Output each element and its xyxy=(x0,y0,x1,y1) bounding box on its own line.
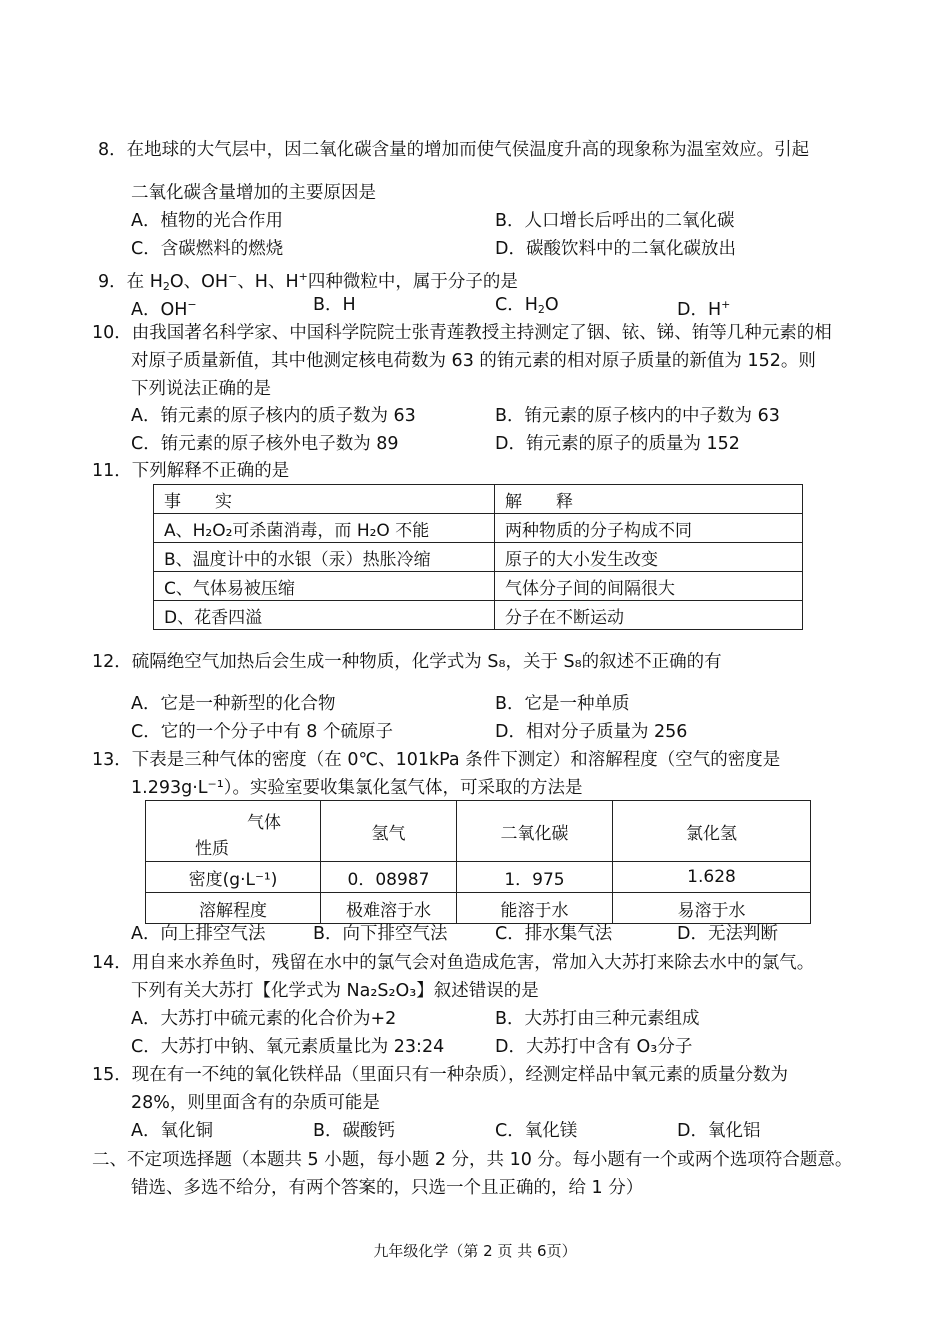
option-c: C．排水集气法 xyxy=(495,924,613,944)
option-text: D．H xyxy=(677,300,722,320)
question-12 xyxy=(92,651,872,673)
question-number: 10． xyxy=(92,323,132,343)
question-number: 14． xyxy=(92,953,132,973)
question-8-stem-cont: 二氧化碳含量增加的主要原因是 xyxy=(131,183,376,203)
option-a: A．氧化铜 xyxy=(131,1121,213,1141)
explain-cell: 分子在不断运动 xyxy=(495,601,803,630)
page-footer: 九年级化学（第 2 页 共 6页） xyxy=(373,1242,577,1260)
option-b: B．人口增长后呼出的二氧化碳 xyxy=(495,211,735,231)
question-11 xyxy=(92,460,872,482)
option-a: A．大苏打中硫元素的化合价为+2 xyxy=(131,1009,397,1029)
table-row xyxy=(146,893,811,924)
corner-top-label: 气体 xyxy=(247,813,281,833)
data-cell: 易溶于水 xyxy=(613,893,811,924)
question-stem: 下表是三种气体的密度（在 0℃、101kPa 条件下测定）和溶解程度（空气的密度是 xyxy=(131,750,781,770)
stem-part: 四种微粒中，属于分子的是 xyxy=(307,272,518,292)
option-b: B．大苏打由三种元素组成 xyxy=(495,1009,700,1029)
option-d: D．碳酸饮料中的二氧化碳放出 xyxy=(495,239,736,259)
option-a: A．植物的光合作用 xyxy=(131,211,283,231)
option-a xyxy=(131,294,197,321)
option-d: D．相对分子质量为 256 xyxy=(495,722,688,742)
superscript: − xyxy=(228,270,238,283)
question-10 xyxy=(92,322,872,344)
option-c: C．大苏打中钠、氧元素质量比为 23:24 xyxy=(131,1037,445,1057)
option-a: A．向上排空气法 xyxy=(131,924,266,944)
question-stem: 用自来水养鱼时，残留在水中的氯气会对鱼造成危害，常加入大苏打来除去水中的氯气。 xyxy=(131,953,815,973)
option-d: D．大苏打中含有 O₃分子 xyxy=(495,1037,693,1057)
subscript: 2 xyxy=(162,280,170,293)
data-cell: 1．975 xyxy=(457,862,613,893)
question-stem: 由我国著名科学家、中国科学院院士张青莲教授主持测定了铟、铱、锑、铕等几种元素的相 xyxy=(131,323,832,343)
explain-cell: 气体分子间的间隔很大 xyxy=(495,572,803,601)
question-8 xyxy=(92,139,872,161)
option-c: C．氧化镁 xyxy=(495,1121,578,1141)
option-text: A．OH xyxy=(131,300,188,320)
header-explain: 解 释 xyxy=(495,485,803,514)
option-c: C．铕元素的原子核外电子数为 89 xyxy=(131,434,399,454)
stem-part: 、H、H xyxy=(237,272,299,292)
question-number: 13． xyxy=(92,750,132,770)
fact-cell: B、温度计中的水银（汞）热胀冷缩 xyxy=(154,543,495,572)
option-d: D．无法判断 xyxy=(677,924,778,944)
question-number: 9． xyxy=(98,272,127,292)
table-row xyxy=(146,862,811,893)
explain-cell: 原子的大小发生改变 xyxy=(495,543,803,572)
header-cell: 氯化氢 xyxy=(613,801,811,862)
superscript: − xyxy=(187,298,197,311)
question-10-stem-cont: 下列说法正确的是 xyxy=(131,379,271,399)
header-fact: 事 实 xyxy=(154,485,495,514)
option-b: B．碳酸钙 xyxy=(313,1121,396,1141)
question-number: 15． xyxy=(92,1065,132,1085)
corner-bottom-label: 性质 xyxy=(195,839,229,859)
option-d: D．铕元素的原子的质量为 152 xyxy=(495,434,740,454)
superscript: + xyxy=(721,298,731,311)
subscript: 2 xyxy=(537,303,545,316)
data-cell: 1.628 xyxy=(613,862,811,893)
stem-part: 在 H xyxy=(126,272,163,292)
table-header-row xyxy=(154,485,803,514)
question-number: 8． xyxy=(98,140,127,160)
fact-cell: A、H₂O₂可杀菌消毒，而 H₂O 不能 xyxy=(154,514,495,543)
fact-cell: C、气体易被压缩 xyxy=(154,572,495,601)
row-label: 密度(g·L⁻¹) xyxy=(146,862,321,893)
question-13-stem-cont: 1.293g·L⁻¹）。实验室要收集氯化氢气体，可采取的方法是 xyxy=(131,778,583,798)
option-b: B．向下排空气法 xyxy=(313,924,448,944)
data-cell: 极难溶于水 xyxy=(321,893,457,924)
question-15 xyxy=(92,1064,872,1086)
question-13 xyxy=(92,749,872,771)
table-row xyxy=(154,601,803,630)
question-14 xyxy=(92,952,872,974)
option-b: B．它是一种单质 xyxy=(495,694,630,714)
fact-cell: D、花香四溢 xyxy=(154,601,495,630)
question-stem: 现在有一不纯的氧化铁样品（里面只有一种杂质），经测定样品中氧元素的质量分数为 xyxy=(131,1065,789,1085)
data-cell: 0．08987 xyxy=(321,862,457,893)
question-14-stem-cont: 下列有关大苏打【化学式为 Na₂S₂O₃】叙述错误的是 xyxy=(131,981,539,1001)
row-label: 溶解程度 xyxy=(146,893,321,924)
header-cell: 氢气 xyxy=(321,801,457,862)
question-9 xyxy=(92,266,872,298)
question-15-stem-cont: 28%，则里面含有的杂质可能是 xyxy=(131,1093,380,1113)
option-d xyxy=(677,294,730,321)
option-c: C．它的一个分子中有 8 个硫原子 xyxy=(131,722,393,742)
question-10-stem-cont: 对原子质量新值，其中他测定核电荷数为 63 的铕元素的相对原子质量的新值为 152。则 xyxy=(131,351,816,371)
option-d: D．氧化铝 xyxy=(677,1121,761,1141)
option-c xyxy=(495,294,559,321)
table-row xyxy=(154,572,803,601)
question-stem: 硫隔绝空气加热后会生成一种物质，化学式为 S₈，关于 S₈的叙述不正确的有 xyxy=(131,652,722,672)
gas-properties-table xyxy=(145,800,811,924)
section-heading: 二、不定项选择题（本题共 5 小题，每小题 2 分，共 10 分。每小题有一个或两个选项符合题意。 xyxy=(92,1150,853,1170)
corner-cell xyxy=(146,801,321,862)
table-header-row xyxy=(146,801,811,862)
superscript: + xyxy=(298,270,308,283)
question-stem: 在地球的大气层中，因二氧化碳含量的增加而使气侯温度升高的现象称为温室效应。引起 xyxy=(126,140,810,160)
table-row xyxy=(154,514,803,543)
question-number: 12． xyxy=(92,652,132,672)
header-cell: 二氧化碳 xyxy=(457,801,613,862)
table-row xyxy=(154,543,803,572)
question-number: 11． xyxy=(92,461,132,481)
option-b: B．H xyxy=(313,295,356,315)
option-a: A．它是一种新型的化合物 xyxy=(131,694,336,714)
stem-part: O、OH xyxy=(169,272,229,292)
section-instructions: 错选、多选不给分，有两个答案的，只选一个且正确的，给 1 分） xyxy=(131,1178,644,1198)
option-a: A．铕元素的原子核内的质子数为 63 xyxy=(131,406,416,426)
option-c: C．含碳燃料的燃烧 xyxy=(131,239,284,259)
option-b: B．铕元素的原子核内的中子数为 63 xyxy=(495,406,780,426)
question-stem: 下列解释不正确的是 xyxy=(131,461,290,481)
fact-explanation-table xyxy=(153,484,803,630)
option-text: O xyxy=(544,295,559,315)
data-cell: 能溶于水 xyxy=(457,893,613,924)
option-text: C．H xyxy=(495,295,538,315)
explain-cell: 两种物质的分子构成不同 xyxy=(495,514,803,543)
